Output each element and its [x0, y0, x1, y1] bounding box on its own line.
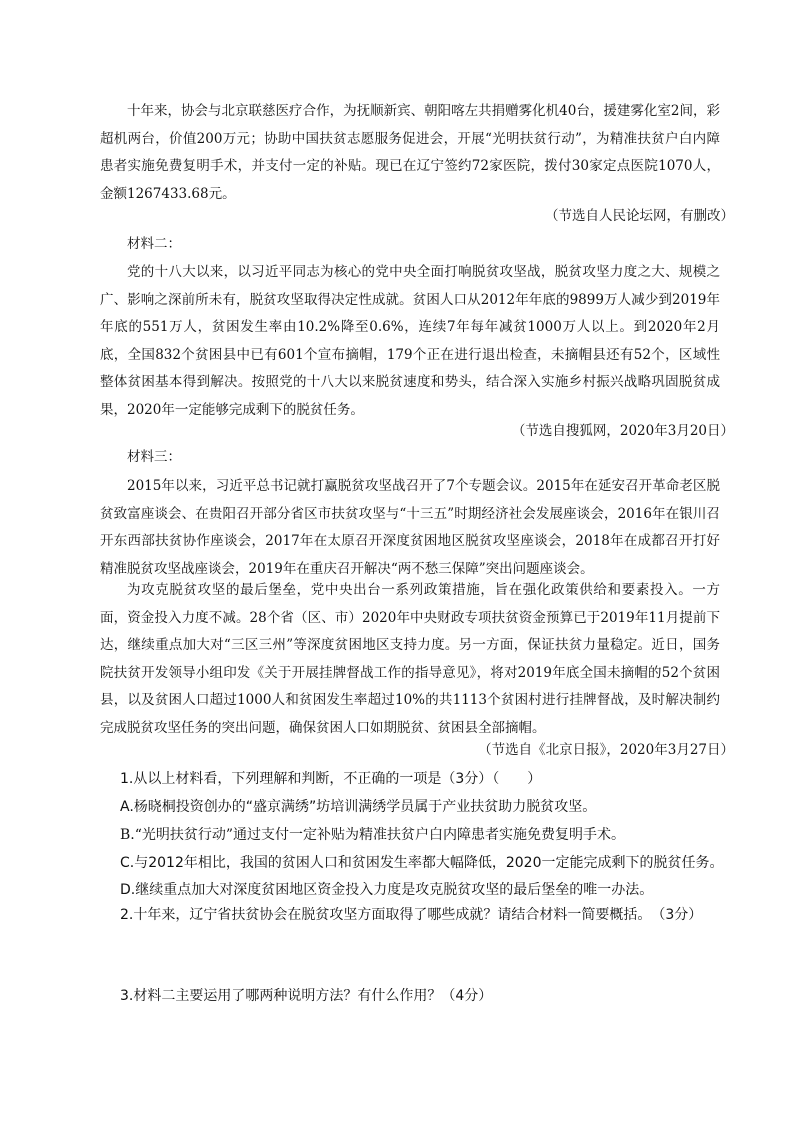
material1-paragraph: 十年来，协会与北京联慈医疗合作，为抚顺新宾、朝阳喀左共捐赠雾化机40台，援建雾化室2间，彩超机两台，价值200万元；协助中国扶贫志愿服务促进会，开展“光明扶贫行动”，为精准扶贫户白内障患者实施免费复明手术，并支付一定的补贴。现已在辽宁签约72家医院，拨付30家定点医院1070人，金额1267433.68元。: [100, 103, 720, 202]
material1-source: （节选自人民论坛网，有删改）: [545, 208, 734, 224]
material2-label: 材料二：: [127, 236, 181, 252]
question-2: 2.十年来，辽宁省扶贫协会在脱贫攻坚方面取得了哪些成就？请结合材料一简要概括。 （3分）: [120, 907, 703, 923]
question-1: 1.从以上材料看，下列理解和判断，不正确的一项是（3分）（ ）: [120, 771, 542, 787]
option-b: B.“光明扶贫行动”通过支付一定补贴为精准扶贫户白内障患者实施免费复明手术。: [120, 827, 626, 843]
question-3: 3.材料二主要运用了哪两种说明方法？有什么作用？（4分）: [120, 988, 493, 1004]
material2-paragraph: 党的十八大以来，以习近平同志为核心的党中央全面打响脱贫攻坚战，脱贫攻坚力度之大、规模之广、影响之深前所未有，脱贫攻坚取得决定性成就。贫困人口从2012年年底的9899万人减少到2019年年底的551万人，贫困发生率由10.2%降至0.6%，连续7年每年减贫1000万人以上。到2020年2月底，全国832个贫困县中已有601个宣布摘帽，179个正在进行退出检查，未摘帽县还有52个，区域性整体贫困基本得到解决。按照党的十八大以来脱贫速度和势头，结合深入实施乡村振兴战略巩固脱贫成果，2020年一定能够完成剩下的脱贫任务。: [100, 264, 720, 418]
material3-paragraph-2: 为攻克脱贫攻坚的最后堡垒，党中央出台一系列政策措施，旨在强化政策供给和要素投入。一方面，资金投入力度不减。28个省（区、市）2020年中央财政专项扶贫资金预算已于2019年11月提前下达，继续重点加大对“三区三州”等深度贫困地区支持力度。另一方面，保证扶贫力量稳定。近日，国务院扶贫开发领导小组印发《关于开展挂牌督战工作的指导意见》，将对2019年底全国未摘帽的52个贫困县，以及贫困人口超过1000人和贫困发生率超过10%的共1113个贫困村进行挂牌督战，及时解决制约完成脱贫攻坚任务的突出问题，确保贫困人口如期脱贫、贫困县全部摘帽。: [100, 582, 720, 736]
material3-label: 材料三：: [127, 449, 181, 465]
option-c: C.与2012年相比，我国的贫困人口和贫困发生率都大幅降低，2020一定能完成剩下的脱贫任务。: [120, 855, 724, 871]
material3-paragraph-1: 2015年以来，习近平总书记就打赢脱贫攻坚战召开了7个专题会议。2015年在延安召开革命老区脱贫致富座谈会、在贵阳召开部分省区市扶贫攻坚与“十三五”时期经济社会发展座谈会，2016年在银川召开东西部扶贫协作座谈会，2017年在太原召开深度贫困地区脱贫攻坚座谈会，2018年在成都召开打好精准脱贫攻坚战座谈会，2019年在重庆召开解决“两不愁三保障”突出问题座谈会。: [100, 478, 720, 577]
option-d: D.继续重点加大对深度贫困地区资金投入力度是攻克脱贫攻坚的最后堡垒的唯一办法。: [120, 882, 654, 898]
option-a: A.杨晓桐投资创办的“盛京满绣”坊培训满绣学员属于产业扶贫助力脱贫攻坚。: [120, 799, 597, 815]
material2-source: （节选自搜狐网，2020年3月20日）: [511, 423, 734, 439]
material3-source: （节选自《北京日报》，2020年3月27日）: [478, 742, 734, 758]
